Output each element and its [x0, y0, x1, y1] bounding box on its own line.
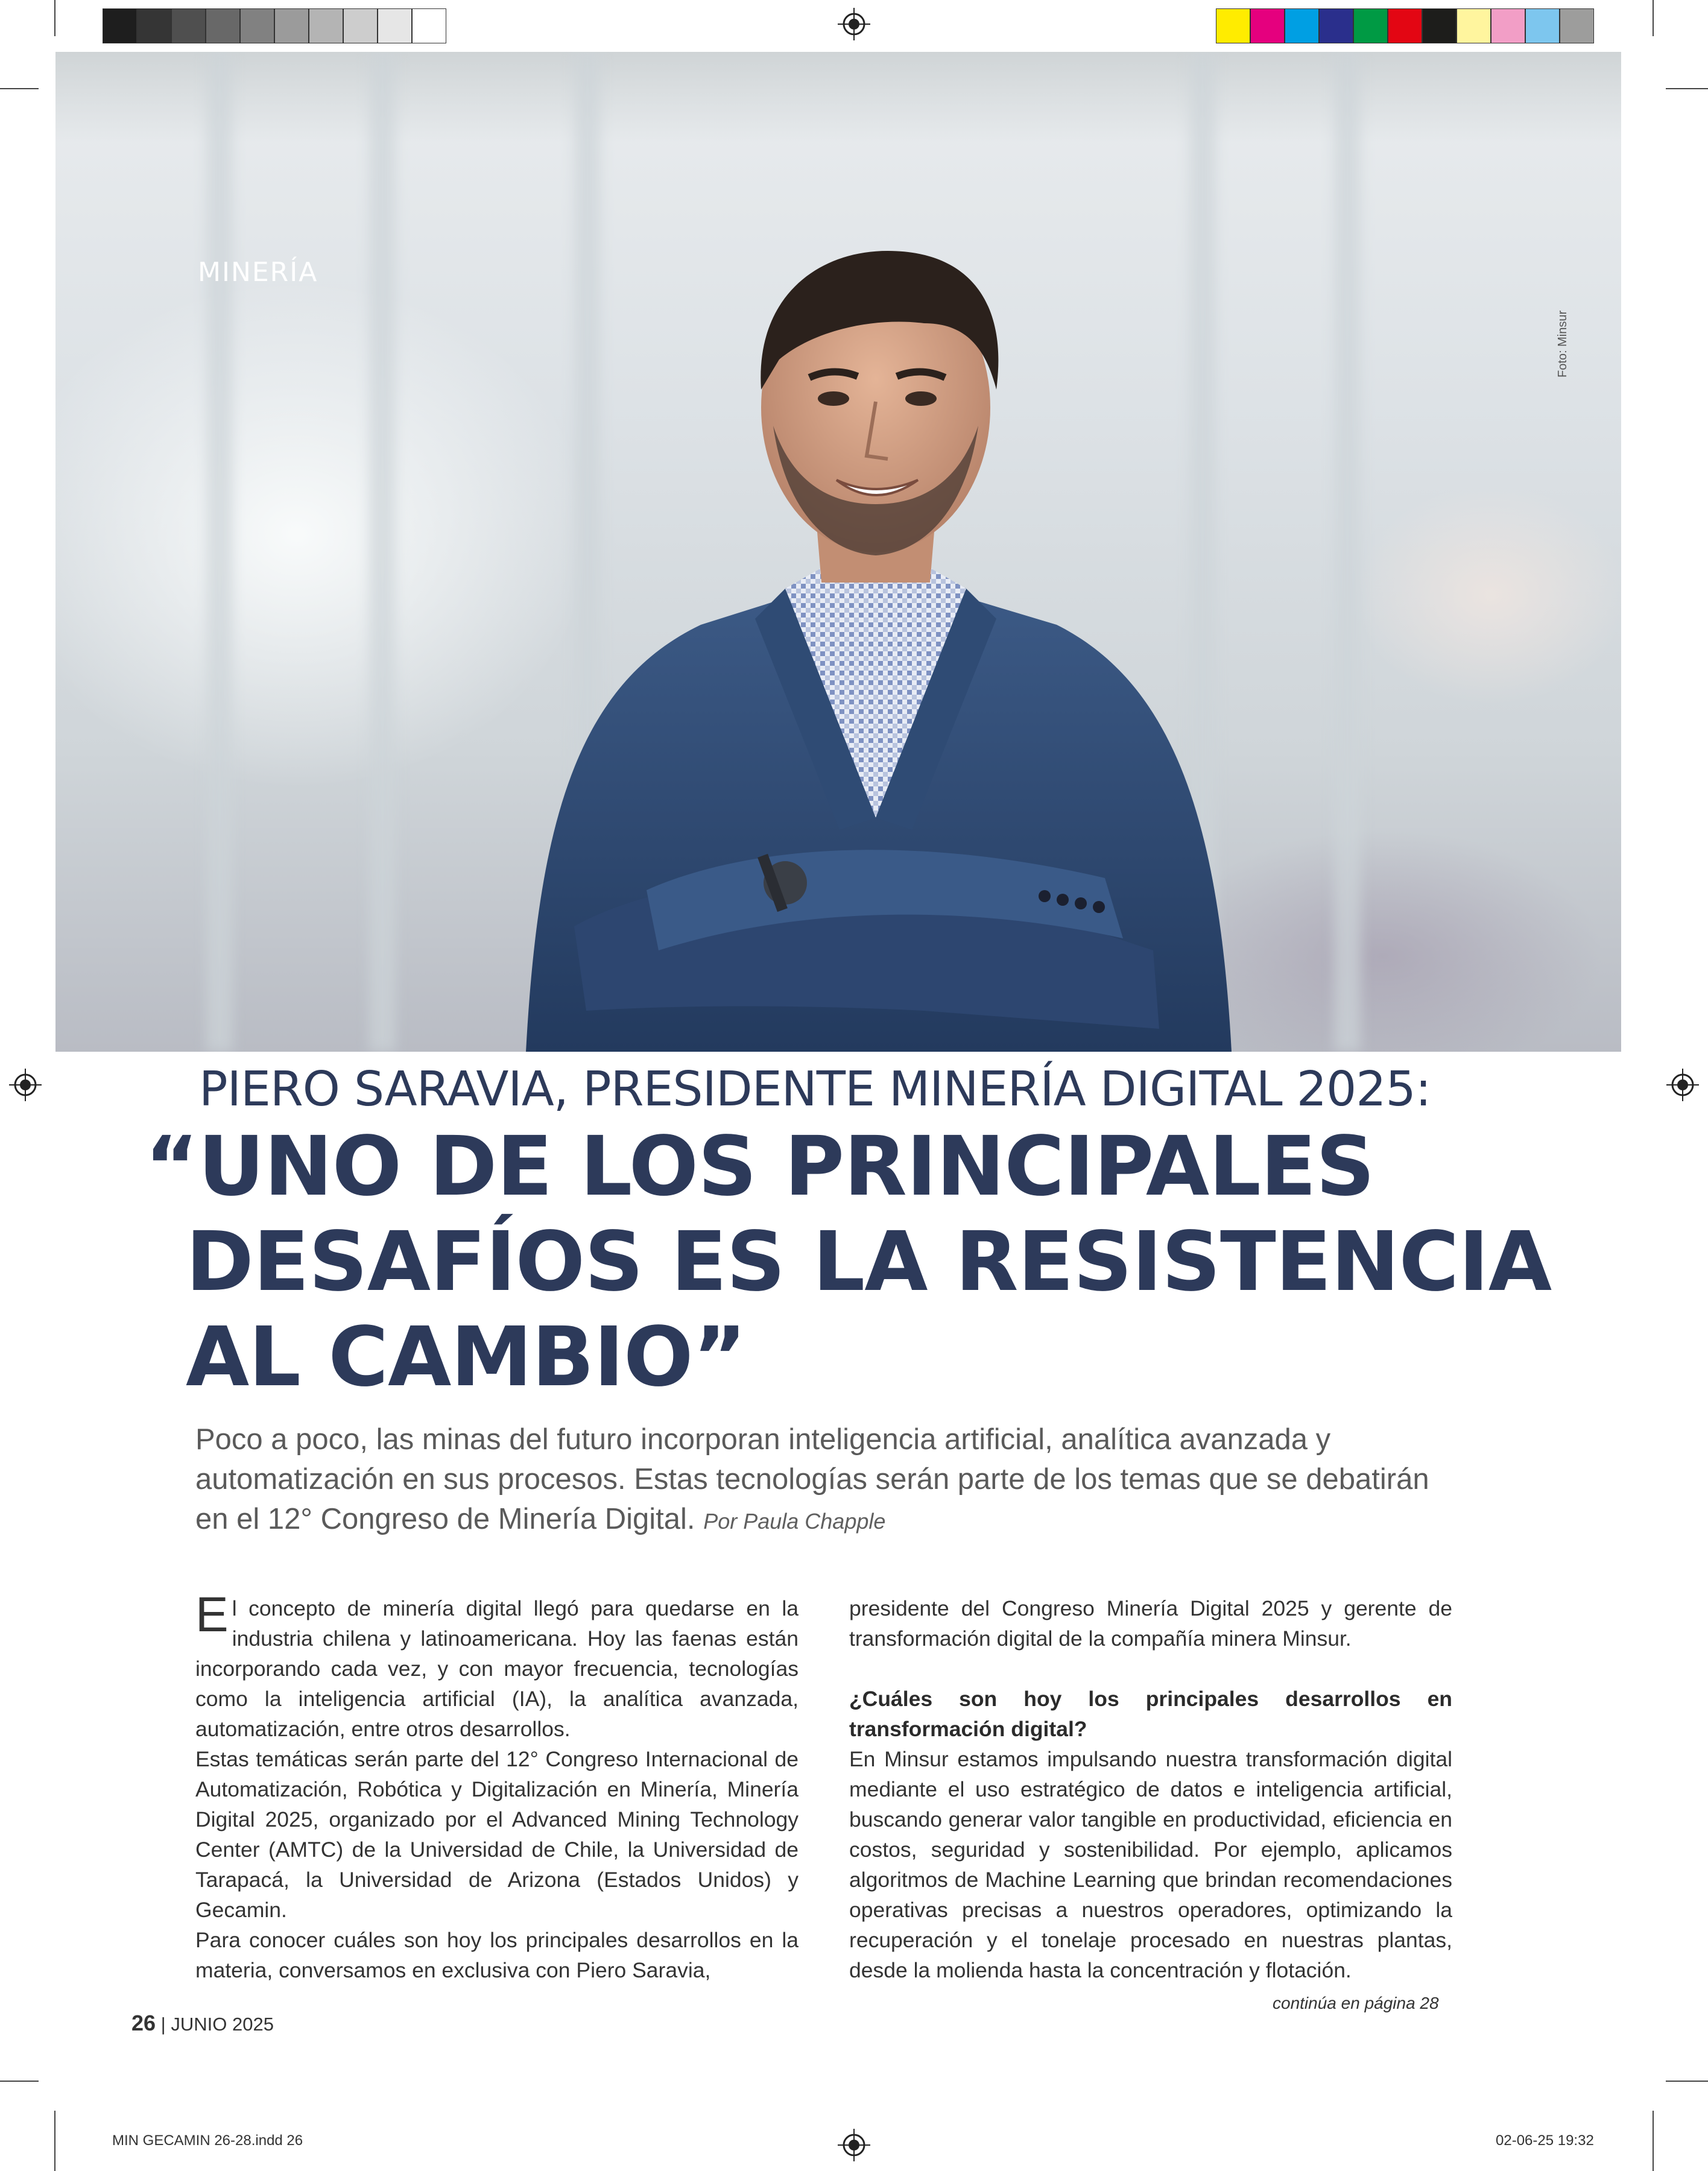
color-swatch — [1285, 8, 1319, 43]
title-line: AL CAMBIO” — [186, 1310, 746, 1405]
lead-text: Poco a poco, las minas del futuro incorporan inteligencia artificial, analítica avanzada y automatización en sus procesos. Estas tecnologías serán parte de los temas que se debatirán en el 12° Congreso de Minería Digital. — [195, 1423, 1429, 1535]
interview-question: ¿Cuáles son hoy los principales desarrollos en transformación digital? — [849, 1687, 1452, 1741]
color-swatch — [378, 8, 412, 43]
paragraph: El concepto de minería digital llegó para quedarse en la industria chilena y latinoamericana. Hoy las faenas están incorporando cada vez, y con mayor frecuencia, tecnologías como la inteligencia artificial (IA), la analítica avanzada, automatización, entre otros desarrollos. — [195, 1587, 799, 1741]
registration-mark-icon — [1666, 1069, 1699, 1101]
color-swatch — [240, 8, 274, 43]
color-swatch — [1560, 8, 1594, 43]
color-swatch — [1216, 8, 1250, 43]
registration-mark-icon — [9, 1069, 42, 1101]
color-swatch — [137, 8, 171, 43]
folio-separator: | — [160, 2014, 166, 2035]
continues-note: continúa en página 28 — [1273, 1994, 1439, 2012]
article-subhead: PIERO SARAVIA, PRESIDENTE MINERÍA DIGITAL 2025: — [199, 1061, 1431, 1117]
color-swatch — [1388, 8, 1422, 43]
crop-mark — [54, 0, 55, 36]
color-swatch — [412, 8, 446, 43]
color-swatch — [1319, 8, 1353, 43]
crop-mark — [0, 2081, 39, 2082]
color-swatch — [274, 8, 309, 43]
color-swatch — [1422, 8, 1457, 43]
body-column-right — [849, 1593, 1452, 1985]
registration-mark-icon — [838, 8, 870, 40]
issue-date: JUNIO 2025 — [171, 2014, 274, 2035]
color-swatch — [309, 8, 343, 43]
section-label: MINERÍA — [198, 257, 318, 288]
page-folio — [131, 2011, 274, 2036]
color-swatch — [1491, 8, 1525, 43]
title-line: DESAFÍOS ES LA RESISTENCIA — [186, 1215, 1552, 1310]
grayscale-color-bar — [103, 8, 446, 45]
hero-photo — [55, 52, 1621, 1052]
paragraph: presidente del Congreso Minería Digital 2025 y gerente de transformación digital de la compañía minera Minsur. — [849, 1596, 1452, 1651]
crop-mark — [1653, 2111, 1654, 2171]
paragraph: En Minsur estamos impulsando nuestra transformación digital mediante el uso estratégico de datos e inteligencia artificial, buscando generar valor tangible en productividad, eficiencia en costos, seguridad y sostenibilidad. Por ejemplo, aplicamos algoritmos de Machine Learning que brindan recomendaciones operativas precisas a nuestros operadores, optimizando la recuperación y el tonelaje procesado en nuestras plantas, desde la molienda hasta la concentración y flotación. — [849, 1747, 1452, 1982]
page-number: 26 — [131, 2011, 156, 2035]
byline: Por Paula Chapple — [703, 1509, 886, 1534]
registration-mark-icon — [838, 2129, 870, 2161]
paragraph: Para conocer cuáles son hoy los principales desarrollos en la materia, conversamos en exclusiva con Piero Saravia, — [195, 1928, 799, 1982]
crop-mark — [1666, 88, 1708, 89]
crop-mark — [1653, 0, 1654, 36]
crop-mark — [1666, 2081, 1708, 2082]
color-swatch — [171, 8, 206, 43]
crop-mark — [0, 88, 39, 89]
drop-cap: E — [195, 1587, 229, 1642]
color-swatch — [343, 8, 378, 43]
article-title — [145, 1119, 1551, 1405]
color-swatch — [206, 8, 240, 43]
color-swatch — [1353, 8, 1388, 43]
paragraph: Estas temáticas serán parte del 12° Congreso Internacional de Automatización, Robótica y Digitalización en Minería, Minería Digital 2025, organizado por el Advanced Mining Technology Center (AMTC) de la Universidad de Chile, la Universidad de Tarapacá, la Universidad de Arizona (Estados Unidos) y Gecamin. — [195, 1747, 799, 1922]
article-lead — [195, 1420, 1450, 1541]
color-swatch — [103, 8, 137, 43]
photo-credit: Foto: Minsur — [1556, 310, 1569, 378]
color-swatch — [1457, 8, 1491, 43]
process-color-bar — [1216, 8, 1594, 45]
body-column-left — [195, 1587, 799, 1985]
portrait-figure — [502, 227, 1250, 1052]
slug-datetime: 02-06-25 19:32 — [1496, 2132, 1594, 2149]
crop-mark — [54, 2111, 55, 2171]
color-swatch — [1250, 8, 1285, 43]
color-swatch — [1525, 8, 1560, 43]
slug-filename: MIN GECAMIN 26-28.indd 26 — [112, 2132, 303, 2149]
title-line: “UNO DE LOS PRINCIPALES — [145, 1119, 1374, 1215]
